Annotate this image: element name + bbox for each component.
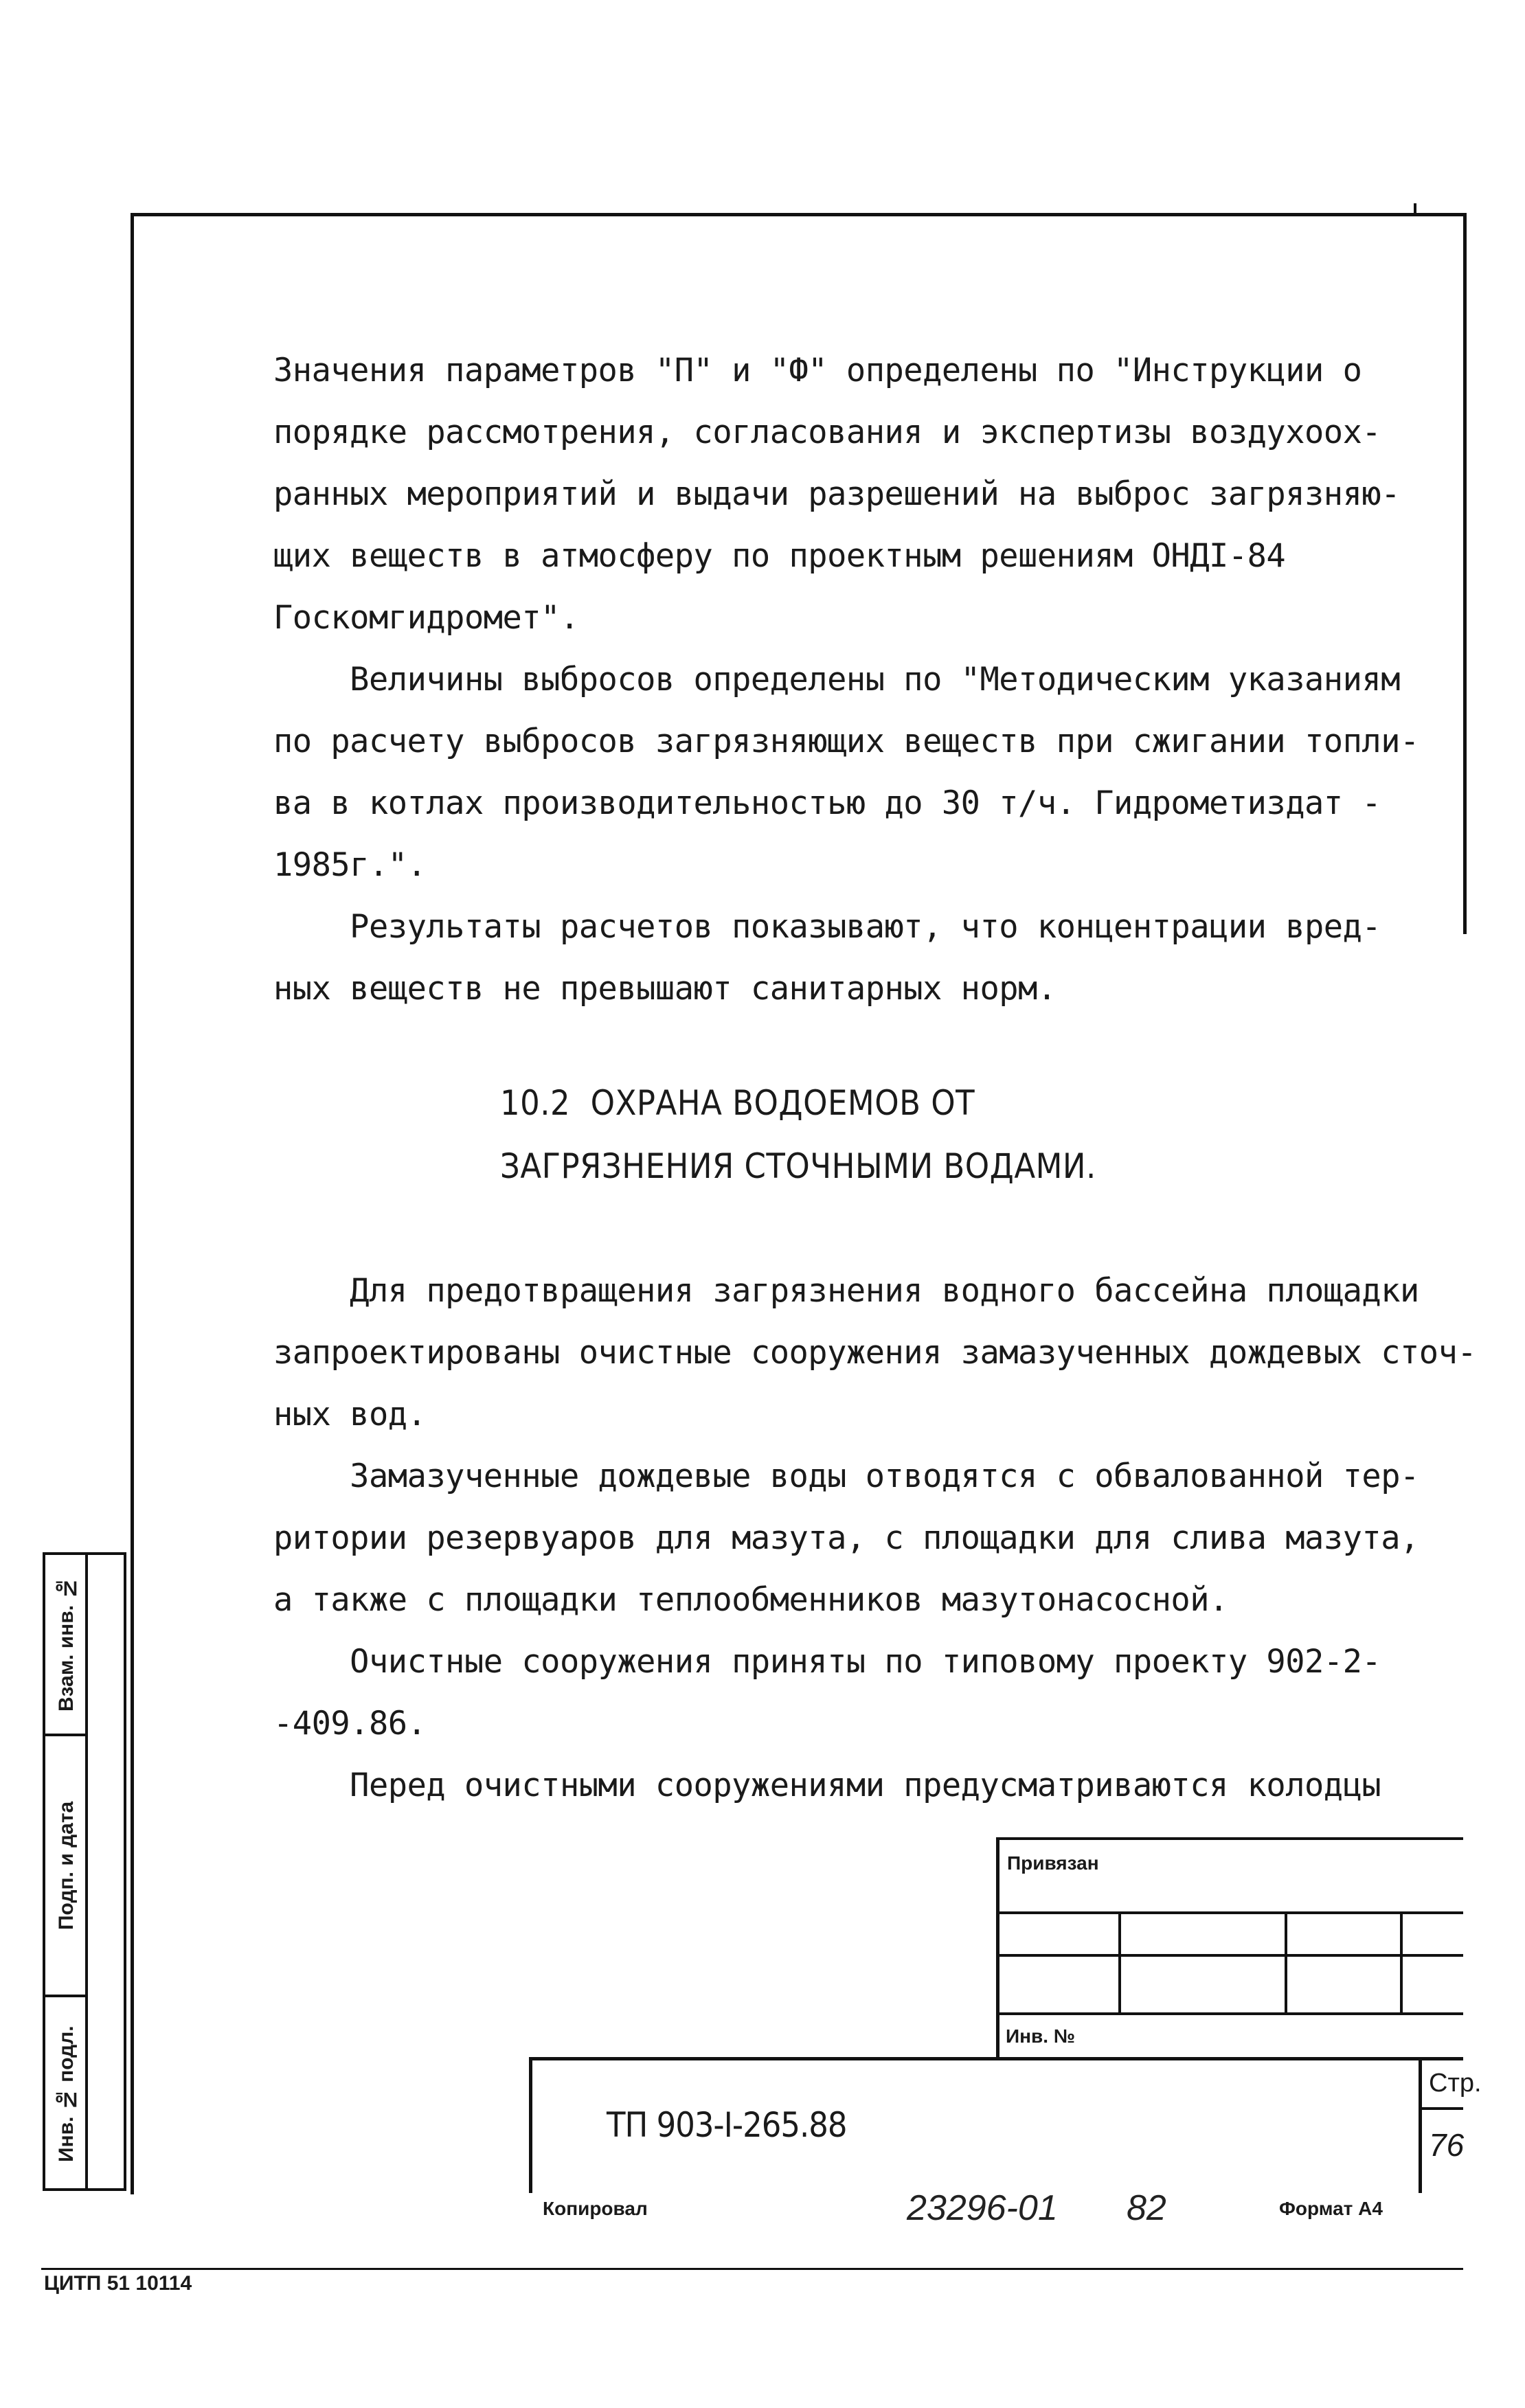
text-line: ва в котлах производительностью до 30 т/ч. Гидрометиздат - — [273, 784, 1381, 822]
frame-tick-mark — [1414, 203, 1416, 213]
stamp-border — [996, 1837, 999, 2057]
document-code: ТП 903-I-265.88 — [607, 2105, 847, 2145]
exchange-inv-label: Взам. инв. № — [55, 1576, 78, 1712]
handwritten-number: 82 — [1127, 2188, 1166, 2228]
text-line: ранных мероприятий и выдачи разрешений на выброс загрязняю- — [273, 475, 1400, 513]
heading-line: ЗАГРЯЗНЕНИЯ СТОЧНЫМИ ВОДАМИ. — [500, 1146, 1096, 1186]
text-line: запроектированы очистные сооружения замазученных дождевых сточ- — [273, 1334, 1477, 1372]
stamp-col-line — [1285, 1911, 1287, 2012]
text-line: Замазученные дождевые воды отводятся с обвалованной тер- — [273, 1457, 1419, 1495]
text-line: ных вод. — [273, 1396, 427, 1433]
text-line: ритории резервуаров для мазута, с площадки для слива мазута, — [273, 1519, 1419, 1557]
linked-label: Привязан — [1007, 1852, 1099, 1874]
stamp-row-line — [996, 1911, 1463, 1914]
stamp-table — [996, 1837, 1463, 2057]
text-line: Госкомгидромет". — [273, 599, 579, 637]
page-number: 76 — [1429, 2127, 1465, 2163]
text-line: 1985г.". — [273, 846, 427, 884]
text-line: Перед очистными сооружениями предусматриваются колодцы — [273, 1767, 1381, 1804]
binding-strip — [43, 1552, 126, 2191]
sign-date-label: Подп. и дата — [55, 1801, 78, 1930]
heading-line: 10.2 ОХРАНА ВОДОЕМОВ ОТ — [500, 1083, 975, 1123]
text-line: Очистные сооружения приняты по типовому проекту 902-2- — [273, 1643, 1381, 1681]
text-line: Значения параметров "П" и "Ф" определены по "Инструкции о — [273, 352, 1362, 389]
text-line: Результаты расчетов показывают, что концентрации вред- — [273, 908, 1381, 946]
inv-original-label: Инв. № подл. — [55, 2025, 78, 2163]
text-line: Величины выбросов определены по "Методическим указаниям — [273, 661, 1400, 698]
text-line: -409.86. — [273, 1705, 427, 1742]
stamp-border — [996, 1837, 1463, 1840]
format-label: Формат А4 — [1279, 2198, 1383, 2219]
stamp-row-line — [996, 1954, 1463, 1957]
page-label: Стр. — [1429, 2069, 1482, 2098]
stamp-col-line — [1118, 1911, 1121, 2012]
stamp-row-line — [996, 2012, 1463, 2015]
page-label-divider — [1419, 2107, 1463, 2110]
title-block — [529, 2057, 1482, 2193]
frame-right-border — [1463, 213, 1467, 934]
stamp-col-line — [1400, 1911, 1403, 2012]
text-line: щих веществ в атмосферу по проектным решениям ОНДI-84 — [273, 537, 1286, 575]
bottom-rule — [41, 2268, 1463, 2270]
text-line: Для предотвращения загрязнения водного бассейна площадки — [273, 1272, 1419, 1310]
printer-code: ЦИТП 51 10114 — [44, 2272, 192, 2295]
copied-label: Копировал — [543, 2198, 648, 2219]
inv-no-label: Инв. № — [1006, 2025, 1076, 2047]
text-line: порядке рассмотрения, согласования и экспертизы воздухоох- — [273, 413, 1381, 451]
page-column-divider — [1419, 2060, 1422, 2193]
text-line: а также с площадки теплообменников мазутонасосной. — [273, 1581, 1228, 1619]
text-line: ных веществ не превышают санитарных норм. — [273, 970, 1057, 1008]
strip-column-divider — [85, 1555, 88, 2188]
text-line: по расчету выбросов загрязняющих веществ при сжигании топли- — [273, 723, 1419, 760]
handwritten-code: 23296-01 — [907, 2188, 1058, 2228]
